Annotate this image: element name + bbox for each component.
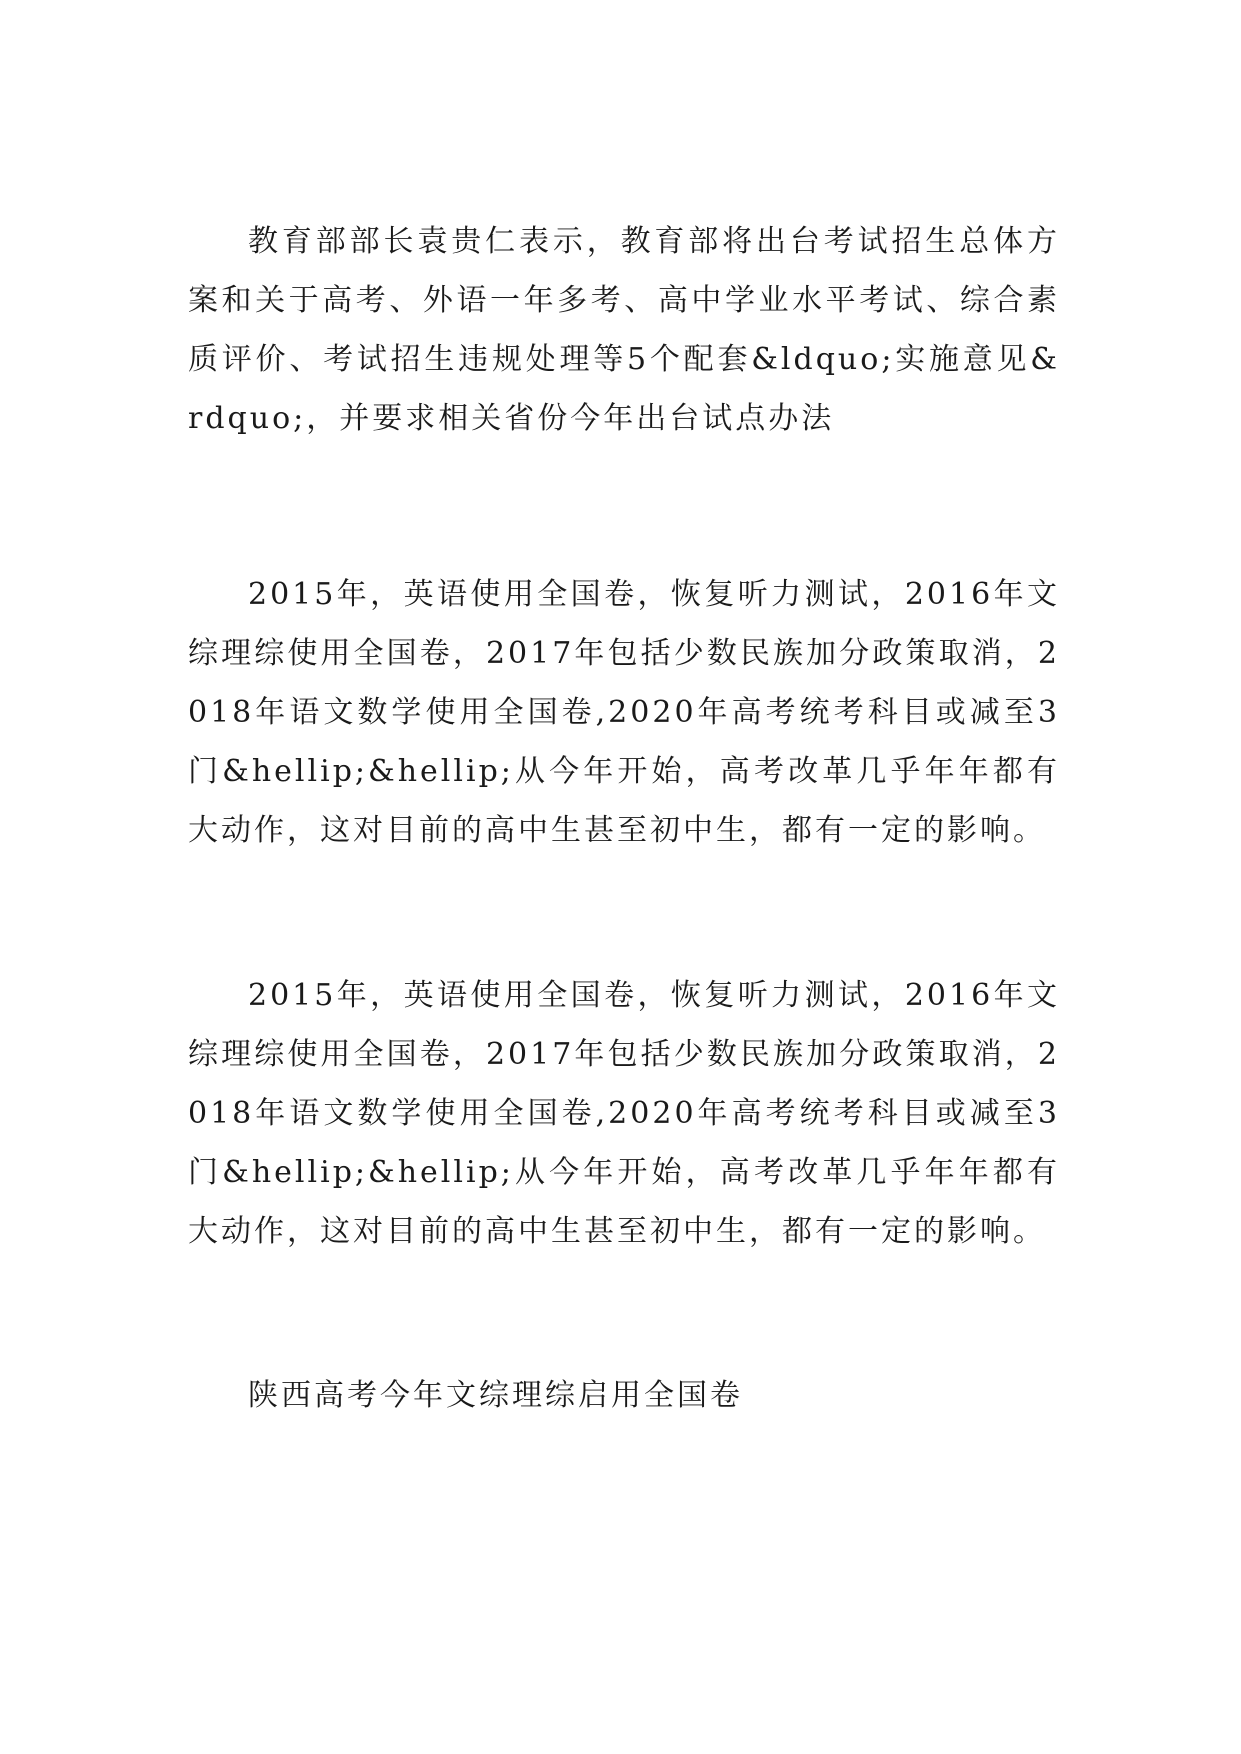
- paragraph-ministry-announcement: 教育部部长袁贵仁表示，教育部将出台考试招生总体方案和关于高考、外语一年多考、高中学业水平考试、综合素质评价、考试招生违规处理等5个配套&ldquo;实施意见&rdquo;，并要求相关省份今年出台试点办法: [188, 224, 1060, 436]
- paragraph-shaanxi-heading: 陕西高考今年文综理综启用全国卷: [248, 1378, 743, 1413]
- paragraph-reform-timeline: 2015年，英语使用全国卷，恢复听力测试，2016年文综理综使用全国卷，2017年包括少数民族加分政策取消，2018年语文数学使用全国卷,2020年高考统考科目或减至3门&hellip;&hellip;从今年开始，高考改革几乎年年都有大动作，这对目前的高中生甚至初中生，都有一定的影响。: [188, 577, 1060, 848]
- paragraph-reform-timeline-repeat: 2015年，英语使用全国卷，恢复听力测试，2016年文综理综使用全国卷，2017年包括少数民族加分政策取消，2018年语文数学使用全国卷,2020年高考统考科目或减至3门&hellip;&hellip;从今年开始，高考改革几乎年年都有大动作，这对目前的高中生甚至初中生，都有一定的影响。: [188, 978, 1060, 1249]
